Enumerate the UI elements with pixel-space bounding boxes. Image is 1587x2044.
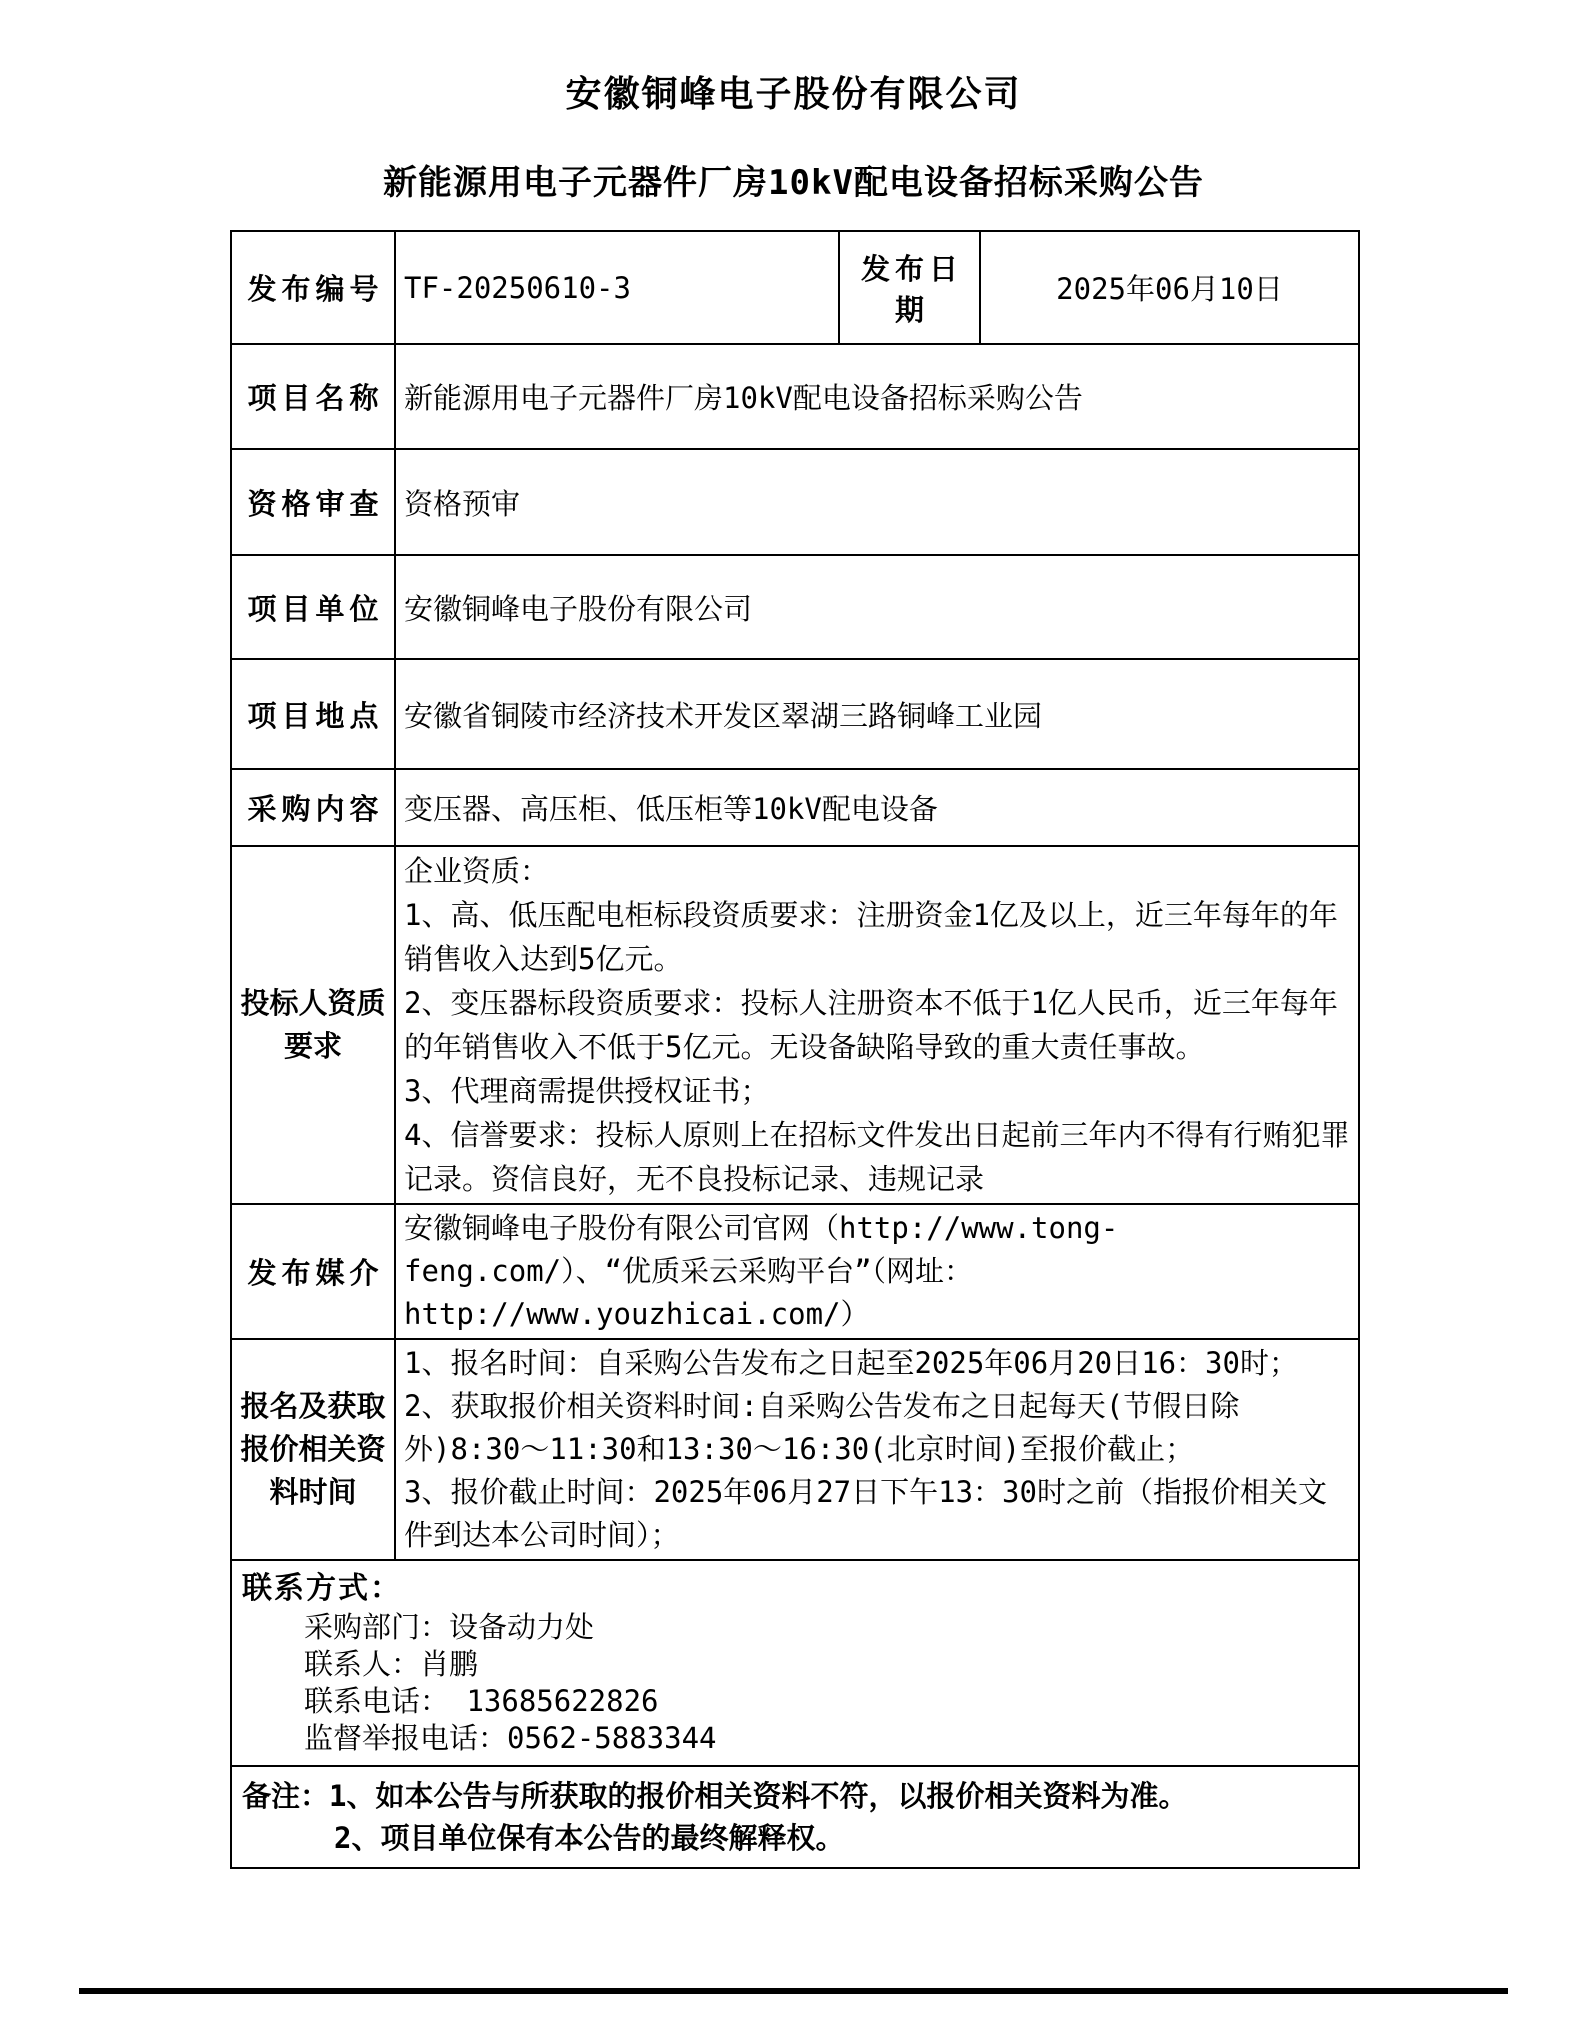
- publish-media-text: 安徽铜峰电子股份有限公司官网（http://www.tong-feng.com/）、“优质采云采购平台”（网址： http://www.youzhicai.com/）: [404, 1211, 1119, 1331]
- cell-value-procurement-content: 变压器、高压柜、低压柜等10kV配电设备: [395, 769, 1359, 846]
- cell-label-procurement-content: 采购内容: [231, 769, 395, 846]
- row-procurement-content: [231, 769, 1359, 846]
- row-publish-media: [231, 1204, 1359, 1339]
- notes-line-2: 2、项目单位保有本公告的最终解释权。: [334, 1821, 845, 1855]
- cell-value-bidder-qualification: [395, 846, 1359, 1204]
- qualification-line-4: 4、信誉要求：投标人原则上在招标文件发出日起前三年内不得有行贿犯罪记录。资信良好，无不良投标记录、违规记录: [404, 1118, 1350, 1196]
- schedule-label-line1: 报名及获取: [240, 1389, 386, 1423]
- contact-department: 采购部门：设备动力处: [304, 1610, 595, 1644]
- schedule-line-3: 3、报价截止时间：2025年06月27日下午13：30时之前（指报价相关文件到达本公司时间）；: [404, 1475, 1327, 1552]
- page-subtitle: 新能源用电子元器件厂房10kV配电设备招标采购公告: [383, 163, 1204, 203]
- cell-value-project-unit: 安徽铜峰电子股份有限公司: [395, 555, 1359, 659]
- page-title: 安徽铜峰电子股份有限公司: [565, 74, 1022, 115]
- schedule-line-1: 1、报名时间：自采购公告发布之日起至2025年06月20日16：30时；: [404, 1346, 1298, 1380]
- row-publish: [231, 231, 1359, 344]
- row-project-unit: [231, 555, 1359, 659]
- cell-value-project-location: 安徽省铜陵市经济技术开发区翠湖三路铜峰工业园: [395, 659, 1359, 769]
- cell-label-project-location: 项目地点: [231, 659, 395, 769]
- qualification-line-heading: 企业资质：: [404, 854, 550, 888]
- cell-label-schedule: [231, 1339, 395, 1560]
- row-contact: [231, 1560, 1359, 1766]
- contact-supervision-phone: 监督举报电话：0562-5883344: [304, 1721, 717, 1755]
- contact-heading: 联系方式：: [242, 1571, 402, 1606]
- bidder-qualification-label-line1: 投标人资质: [240, 986, 386, 1020]
- row-schedule: [231, 1339, 1359, 1560]
- cell-notes: [231, 1766, 1359, 1868]
- announcement-table: [230, 230, 1360, 1869]
- schedule-label-line2: 报价相关资: [240, 1432, 386, 1466]
- qualification-line-3: 3、代理商需提供授权证书；: [404, 1074, 770, 1108]
- notes-line-1: 备注：1、如本公告与所获取的报价相关资料不符，以报价相关资料为准。: [242, 1779, 1188, 1813]
- cell-label-publish-date: 发布日期: [839, 231, 980, 344]
- bidder-qualification-label-line2: 要求: [283, 1029, 342, 1063]
- cell-value-publish-media: [395, 1204, 1359, 1339]
- cell-contact: [231, 1560, 1359, 1766]
- cell-value-publish-date: 2025年06月10日: [980, 231, 1359, 344]
- cell-label-publish-media: 发布媒介: [231, 1204, 395, 1339]
- schedule-label-line3: 料时间: [269, 1475, 357, 1509]
- row-project-name: [231, 344, 1359, 449]
- cell-value-project-name: 新能源用电子元器件厂房10kV配电设备招标采购公告: [395, 344, 1359, 449]
- cell-label-project-name: 项目名称: [231, 344, 395, 449]
- cell-label-publish-number: 发布编号: [231, 231, 395, 344]
- row-bidder-qualification: [231, 846, 1359, 1204]
- contact-person: 联系人：肖鹏: [304, 1647, 479, 1681]
- page-bottom-rule: [79, 1988, 1508, 1994]
- cell-label-bidder-qualification: [231, 846, 395, 1204]
- row-qualification-review: [231, 449, 1359, 555]
- qualification-line-2: 2、变压器标段资质要求：投标人注册资本不低于1亿人民币，近三年每年的年销售收入不低于5亿元。无设备缺陷导致的重大责任事故。: [404, 986, 1338, 1064]
- qualification-line-1: 1、高、低压配电柜标段资质要求：注册资金1亿及以上，近三年每年的年销售收入达到5亿元。: [404, 898, 1338, 976]
- schedule-line-2: 2、获取报价相关资料时间:自采购公告发布之日起每天(节假日除外)8:30～11:30和13:30～16:30(北京时间)至报价截止；: [404, 1389, 1240, 1466]
- cell-label-project-unit: 项目单位: [231, 555, 395, 659]
- cell-value-qualification-review: 资格预审: [395, 449, 1359, 555]
- cell-label-qualification-review: 资格审查: [231, 449, 395, 555]
- cell-value-schedule: [395, 1339, 1359, 1560]
- row-project-location: [231, 659, 1359, 769]
- row-notes: [231, 1766, 1359, 1868]
- contact-phone: 联系电话： 13685622826: [304, 1684, 659, 1718]
- cell-value-publish-number: TF-20250610-3: [395, 231, 839, 344]
